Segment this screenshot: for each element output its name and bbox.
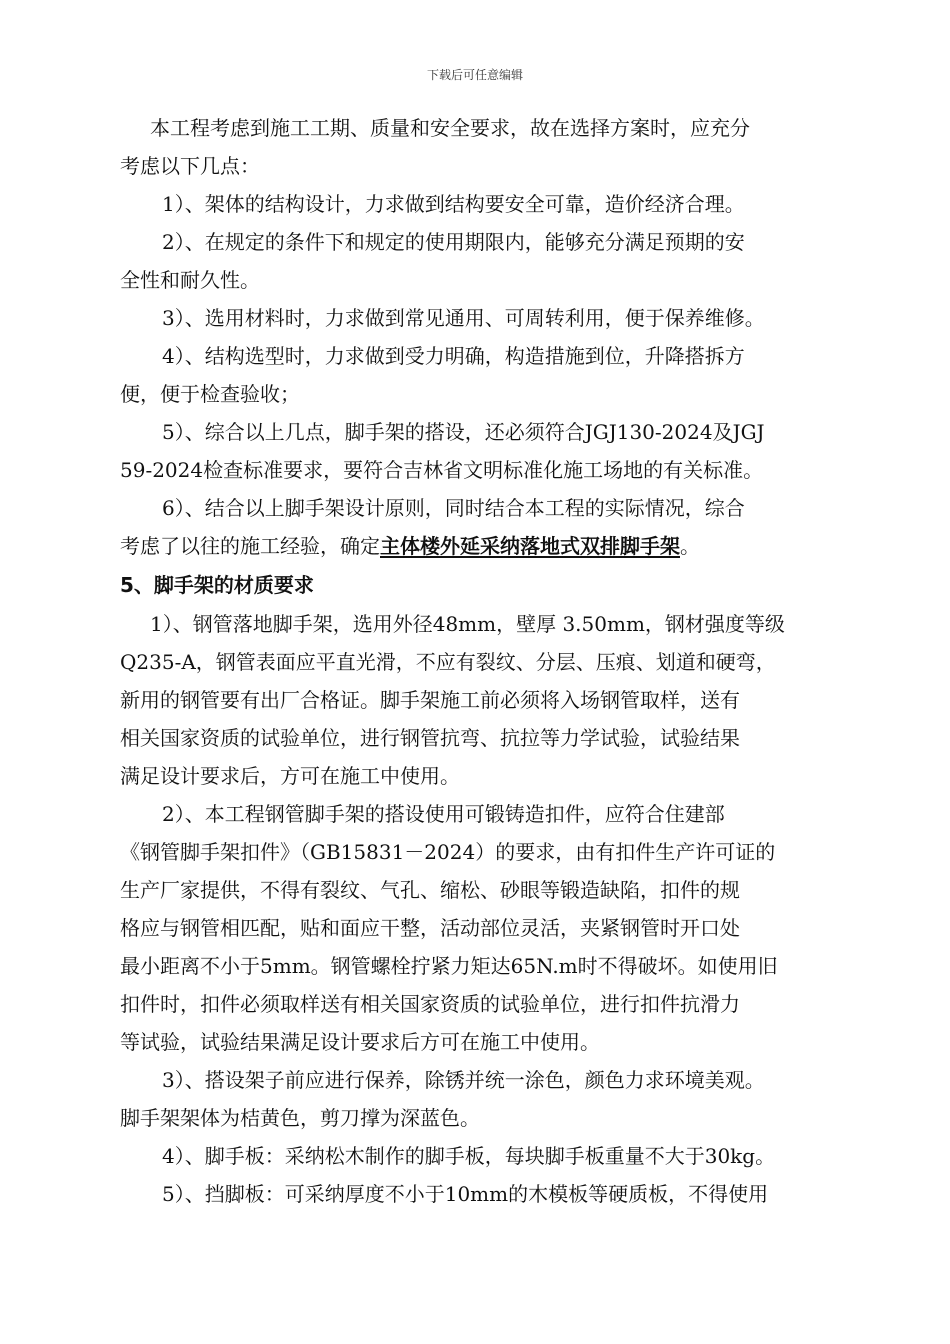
paragraph-line: 59-2024检查标准要求，要符合吉林省文明标准化施工场地的有关标准。 [120,458,764,482]
paragraph-line: 2）、在规定的条件下和规定的使用期限内，能够充分满足预期的安 [162,230,745,254]
paragraph-line: 《钢管脚手架扣件》（GB15831－2024）的要求，由有扣件生产许可证的 [120,840,776,864]
paragraph-line: 脚手架架体为桔黄色，剪刀撑为深蓝色。 [120,1106,480,1130]
paragraph-line: 扣件时，扣件必须取样送有相关国家资质的试验单位，进行扣件抗滑力 [120,992,740,1016]
paragraph-line: 最小距离不小于5mm。钢管螺栓拧紧力矩达65N.m时不得破坏。如使用旧 [120,954,778,978]
paragraph-line: 考虑以下几点： [120,154,260,178]
paragraph-line: 2）、本工程钢管脚手架的搭设使用可锻铸造扣件，应符合住建部 [162,802,725,826]
paragraph-line: 等试验，试验结果满足设计要求后方可在施工中使用。 [120,1030,600,1054]
paragraph-line: 4）、结构选型时，力求做到受力明确，构造措施到位，升降搭拆方 [162,344,745,368]
paragraph-line: 便，便于检查验收； [120,382,300,406]
header-note: 下载后可任意编辑 [426,68,523,82]
paragraph-line: 1）、架体的结构设计，力求做到结构要安全可靠，造价经济合理。 [162,192,745,216]
paragraph-line: 5）、综合以上几点，脚手架的搭设，还必须符合JGJ130-2024及JGJ [162,420,765,444]
paragraph-line: 1）、钢管落地脚手架，选用外径48mm，壁厚 3.50mm，钢材强度等级 [150,612,785,636]
paragraph-line: 新用的钢管要有出厂合格证。脚手架施工前必须将入场钢管取样，送有 [120,688,740,712]
paragraph-line: 本工程考虑到施工工期、质量和安全要求，故在选择方案时，应充分 [150,116,750,140]
paragraph-line: 生产厂家提供，不得有裂纹、气孔、缩松、砂眼等锻造缺陷，扣件的规 [120,878,740,902]
paragraph-line: 5）、挡脚板：可采纳厚度不小于10mm的木模板等硬质板，不得使用 [162,1182,769,1206]
paragraph-line: 格应与钢管相匹配，贴和面应干整，活动部位灵活，夹紧钢管时开口处 [120,916,740,940]
paragraph-line: 3）、选用材料时，力求做到常见通用、可周转利用，便于保养维修。 [162,306,765,330]
paragraph-line: 全性和耐久性。 [120,268,260,292]
underlined-phrase: 主体楼外延采纳落地式双排脚手架 [380,534,680,558]
line-text: 考虑了以往的施工经验，确定 [120,534,380,558]
paragraph-line: Q235-A，钢管表面应平直光滑，不应有裂纹、分层、压痕、划道和硬弯， [120,650,776,674]
sentence-end: 。 [680,534,700,558]
paragraph-line-with-emphasis [120,533,700,559]
paragraph-line: 满足设计要求后，方可在施工中使用。 [120,764,460,788]
paragraph-line: 6）、结合以上脚手架设计原则，同时结合本工程的实际情况，综合 [162,496,745,520]
paragraph-line: 3）、搭设架子前应进行保养，除锈并统一涂色，颜色力求环境美观。 [162,1068,765,1092]
paragraph-line: 4）、脚手板：采纳松木制作的脚手板，每块脚手板重量不大于30kg。 [162,1144,776,1168]
section-heading: 5、脚手架的材质要求 [120,573,314,597]
paragraph-line: 相关国家资质的试验单位，进行钢管抗弯、抗拉等力学试验，试验结果 [120,726,740,750]
